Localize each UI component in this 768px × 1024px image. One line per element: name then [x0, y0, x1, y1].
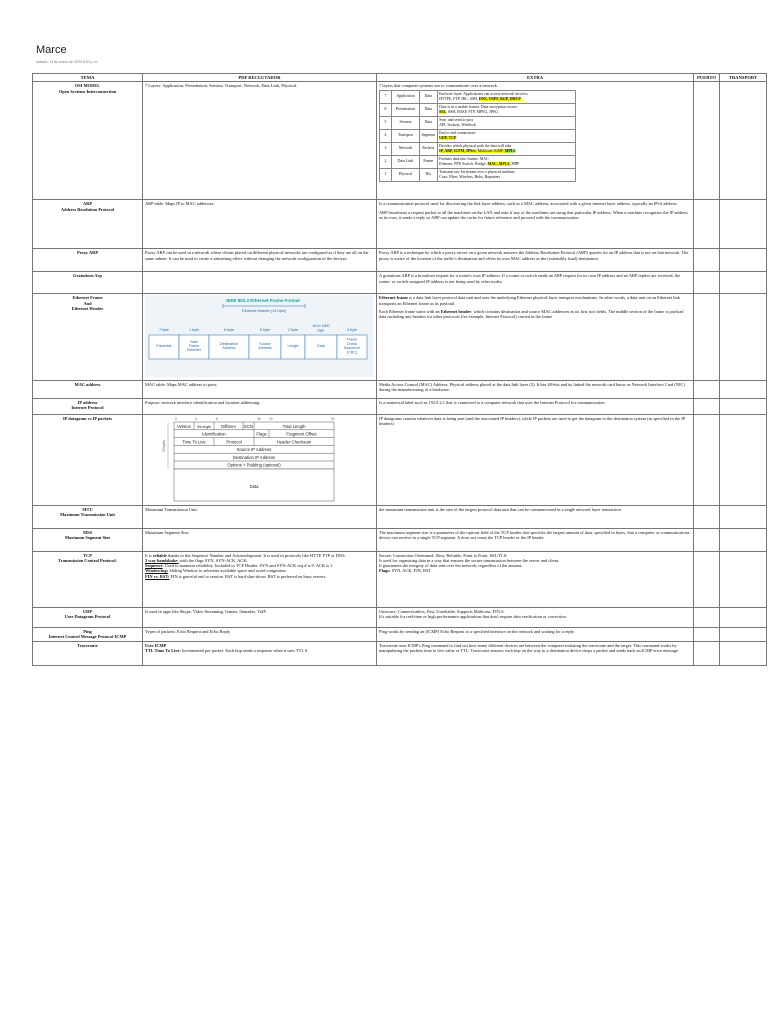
extra-cell: Ping works by sending an (ICMP) Echo Request to a specified interface on the network and waiting for a reply. — [377, 627, 694, 641]
extra-cell: A gratuitous ARP is a broadcast request for a router's own IP address. If a router or switch sends an ARP request for its own IP address and no ARP replies are received, the router- or switch-assigned IP address is not being used by other nodes. — [377, 272, 694, 294]
col-header-transport: TRANSPORT — [720, 74, 767, 82]
layer-number: 5 — [380, 116, 392, 129]
layer-protocols: , Multicast IGMP, — [475, 148, 505, 153]
side-label: 20 bytes — [162, 439, 166, 452]
notes-table — [32, 73, 767, 666]
pdf-text: with the flags SYN, SYN-ACK, ACK. — [178, 557, 248, 563]
tema-cell — [33, 607, 143, 627]
tema-cell: Proxy ARP — [33, 249, 143, 272]
extra-line: Secure, Connection Oriemmed, Slow, Reliable, Point to Point, SSL/TLS. — [379, 552, 508, 558]
tema-cell: IP datagram vs IP packets — [33, 414, 143, 505]
puerto-cell — [694, 607, 720, 627]
osi-layer-row — [380, 155, 576, 168]
pdf-text: It is — [145, 552, 153, 558]
layer-unit: Data — [420, 103, 438, 116]
frame-field-label: Destination Address — [220, 342, 238, 351]
extra-line: It's suitable for real-time or high performance applications that don't require data verification or correction. — [379, 613, 567, 619]
transport-cell — [720, 551, 767, 607]
tema-subtitle: Internet Control Message Protocol ICMP — [48, 633, 127, 639]
bit-label: 4 — [195, 416, 197, 421]
tema-title: IP address — [77, 399, 98, 405]
field-size-label: 46 to 1500 byte — [312, 324, 330, 333]
ethernet-frame-diagram — [145, 295, 373, 377]
layer-name: Session — [392, 116, 420, 129]
pdf-text: thanks to the Sequence Number and Acknowlegment. It is used in protocols like HTTP, FTP or DNS. — [166, 552, 346, 558]
layer-description: Decides which physical path the data will take — [439, 144, 512, 148]
tema-subtitle: User Datagram Protocol — [64, 613, 111, 619]
tema-title: OSI MODEL — [74, 83, 101, 89]
extra-bold: Ethernet frame — [379, 295, 408, 301]
col-header-pdf: PDF RECLUTADOR — [143, 74, 377, 82]
field-size-label: 7 byte — [159, 328, 169, 333]
osi-layer-row — [380, 103, 576, 116]
layer-protocols: , SSH, IMAP, FTP, MPEG, JPEG — [446, 109, 499, 114]
tema-title: UDP — [82, 608, 93, 614]
extra-line: Unsecure, Connectionless, Fast, Unreliable, Supports Multicast, DTLS. — [379, 608, 505, 614]
puerto-cell — [694, 82, 720, 200]
extra-line: Is used for organizing data in a way that ensures the secure transmission between the server and client. — [379, 557, 560, 563]
pdf-line — [145, 574, 374, 579]
layer-protocols: Coax, Fiber, Wireless, Hubs, Repeaters — [439, 174, 501, 179]
frame-field-label: Frame Check Sequence (CRC) — [343, 337, 361, 355]
diagram-title: IEEE 802.3 Ethernet Frame Format — [226, 298, 300, 304]
table-row — [33, 627, 767, 641]
diagram-header-label: Ethernet Header (14 byte) — [242, 309, 286, 314]
field-size-label: 1 byte — [189, 328, 199, 333]
layer-unit: Data — [420, 90, 438, 103]
layer-number: 1 — [380, 168, 392, 181]
layer-description: End to end connections — [439, 131, 476, 135]
field-label: Options + Padding (optional) — [227, 462, 281, 468]
field-label: IHLength — [196, 424, 212, 429]
extra-cell: IP datagrams contain whatever data is being sent (and the associated IP headers), while IP packets are used to get the datagram to the destination system (as specified in the IP headers) — [377, 414, 694, 505]
layer-name: Physical — [392, 168, 420, 181]
layer-unit: Frame — [420, 155, 438, 168]
extra-cell — [377, 82, 694, 200]
extra-line — [379, 568, 691, 573]
layer-name: Transport — [392, 129, 420, 142]
layer-description: Formats data into frames. MAC — [439, 157, 489, 161]
table-row — [33, 414, 767, 505]
field-label: Data — [249, 483, 259, 489]
frame-field-label: Length — [287, 344, 299, 349]
layer-protocols-highlight: SSL — [439, 109, 447, 114]
field-label: Source IP Address — [236, 446, 272, 452]
osi-layer-row — [380, 90, 576, 103]
col-header-tema: TEMA — [33, 74, 143, 82]
field-label: Total Length — [282, 423, 306, 429]
bit-label: 31 — [331, 416, 335, 421]
transport-cell — [720, 414, 767, 505]
tema-cell: Traceroute — [33, 641, 143, 665]
extra-paragraph — [379, 309, 691, 320]
ip-header-diagram — [145, 416, 373, 502]
pdf-cell: Proxy ARP can be used in a network where clients placed on different physical networks are configured as if they are all on the same subnet. It can be used to create a subnetting effect without changing the network configuration of the devices. — [143, 249, 377, 272]
layer-number: 2 — [380, 155, 392, 168]
extra-text: Each Ethernet frame starts with an — [379, 308, 441, 314]
tema-title: TCP — [83, 552, 92, 558]
table-row — [33, 528, 767, 551]
field-label: Identification — [202, 431, 226, 437]
pdf-cell — [143, 414, 377, 505]
extra-cell: the maximum transmission unit is the size of the largest protocol data unit that can be communicated in a single network layer transaction — [377, 505, 694, 528]
layer-desc — [437, 90, 575, 103]
tema-cell: MAC address — [33, 380, 143, 398]
table-row — [33, 380, 767, 398]
pdf-cell: Purpose: network interface identification and location addressing. — [143, 398, 377, 414]
osi-layer-row — [380, 129, 576, 142]
pdf-text: Incremented per packet. Each hop sends a response when it uses TTL 0. — [180, 647, 309, 653]
puerto-cell — [694, 200, 720, 249]
page-date: sábado, 14 de enero de 2023 8:30 p. m. — [36, 60, 99, 64]
pdf-cell: MAC table: Maps MAC address to ports. — [143, 380, 377, 398]
layer-unit: Segment — [420, 129, 438, 142]
layer-protocols: Ethernet, PPP, Switch, Bridge, — [439, 161, 488, 166]
tema-cell — [33, 200, 143, 249]
field-label: Flags — [256, 431, 267, 437]
layer-description: End user layer. Applications can access network services. — [439, 92, 529, 96]
pdf-cell: Is used in apps like Skype, Video-Streaming, Games, llamadas, VoIP. — [143, 607, 377, 627]
layer-name: Application — [392, 90, 420, 103]
layer-protocols-highlight: UDP, TCP — [439, 135, 457, 140]
pdf-text: Sliding Window to advertise available space and avoid congestion. — [168, 568, 287, 574]
transport-cell — [720, 641, 767, 665]
table-row — [33, 249, 767, 272]
layer-desc — [437, 155, 575, 168]
field-label: Header Checksum — [276, 438, 312, 444]
pdf-cell: Maximum Segment Size. — [143, 528, 377, 551]
puerto-cell — [694, 249, 720, 272]
pdf-cell — [143, 272, 377, 294]
transport-cell — [720, 380, 767, 398]
transport-cell — [720, 528, 767, 551]
extra-line: It guarantees the integrity of data sent over the network, regardless of the amount. — [379, 563, 523, 569]
col-header-extra: EXTRA — [377, 74, 694, 82]
tema-cell — [33, 528, 143, 551]
layer-description: Sync and send to port — [439, 118, 473, 122]
pdf-bold: Uses ICMP — [145, 642, 167, 648]
tema-cell — [33, 294, 143, 380]
tema-subtitle: Open Systems Interconnection — [58, 88, 117, 94]
frame-field-label: Data — [317, 344, 325, 349]
osi-layer-row — [380, 168, 576, 181]
table-row — [33, 82, 767, 200]
pdf-bold: reliable — [152, 552, 167, 558]
extra-text: SYN, ACK, FIN, RST — [390, 568, 432, 574]
layer-protocols-highlight: MAC, MPLS — [487, 161, 510, 166]
bit-label: 8 — [216, 416, 218, 421]
table-row — [33, 551, 767, 607]
field-label: Time To Live — [182, 438, 206, 444]
layer-unit: Packets — [420, 142, 438, 155]
field-size-label: 6 byte — [260, 328, 270, 333]
tema-subtitle: And — [83, 300, 92, 306]
tema-subtitle: Transmission Control Protocol. — [58, 557, 117, 563]
transport-cell — [720, 294, 767, 380]
pdf-cell — [143, 641, 377, 665]
pdf-bold: TTL Time To Live: — [145, 647, 181, 653]
layer-number: 6 — [380, 103, 392, 116]
table-row — [33, 200, 767, 249]
puerto-cell — [694, 505, 720, 528]
tema-cell — [33, 627, 143, 641]
extra-cell: The maximum segment size is a parameter of the options field of the TCP header that specifies the largest amount of data, specified in bytes, that a computer or communications device can receive in a single TCP segment. It does not count the TCP header or the IP header — [377, 528, 694, 551]
osi-layer-row — [380, 116, 576, 129]
layer-number: 7 — [380, 90, 392, 103]
extra-cell — [377, 551, 694, 607]
puerto-cell — [694, 641, 720, 665]
layer-description: Data is in a usable format. Data encryption occure — [439, 105, 518, 109]
transport-cell — [720, 82, 767, 200]
extra-paragraph: ARP broadcasts a request packet to all the machines on the LAN and asks if any of the machines are using that particular IP address. When a machine recognizes the IP address as its own, it sends a reply so ARP can update the cache for future reference and proceed with the communication. — [379, 209, 688, 220]
field-label: ECN — [244, 423, 253, 429]
extra-bold: Ethernet header — [440, 308, 472, 314]
layer-number: 4 — [380, 129, 392, 142]
table-row — [33, 641, 767, 665]
puerto-cell — [694, 528, 720, 551]
layer-protocols: HTTPE, FTP, IRC, SSH, — [439, 96, 479, 101]
puerto-cell — [694, 294, 720, 380]
field-label: DiffServ — [221, 423, 236, 429]
pdf-text: : Used to maintain reliability. Included to TCP Header. SYN and SYN-ACK seq # is 0. ACK is 1. — [162, 563, 334, 569]
extra-cell — [377, 607, 694, 627]
table-row — [33, 398, 767, 414]
pdf-cell: 7 Layers: Application, Presentation, Session, Transport, Network, Data Link, Physical. — [143, 82, 377, 200]
transport-cell — [720, 627, 767, 641]
extra-text: , which contains destination and source MAC addresses as its first two fields. The middle section of the frame is payload data including any headers for other protocols (for example, Internet Protocol) carried in the frame — [379, 308, 684, 320]
diagram-fields — [149, 335, 367, 359]
header-row — [33, 74, 767, 82]
table-row — [33, 607, 767, 627]
osi-intro: 7 layers that computer systems use to communicate over a network. — [379, 83, 498, 89]
extra-cell: Traceroute uses ICMP's Ping command to find out how many different devices are between the computer initiating the traceroute and the target. This command works by manipulating the packets time to live value or TTL. Traceroute ensures each hop on the way to a destination device drops a packet and sends back an ICMP error message. — [377, 641, 694, 665]
tema-title: Ping — [83, 628, 92, 634]
table-row — [33, 272, 767, 294]
bit-label: 0 — [175, 416, 177, 421]
pdf-cell — [143, 294, 377, 380]
tema-title: MTU — [82, 506, 93, 512]
extra-text: is a data link layer protocol data unit and uses the underlying Ethernet physical layer transport mechanisms. In other words, a data unit on an Ethernet link transports an Ethernet frame as its payload. — [379, 295, 680, 306]
layer-name: Presentation — [392, 103, 420, 116]
field-size-label: 6 byte — [224, 328, 234, 333]
layer-desc — [437, 116, 575, 129]
bit-label: 16 — [257, 416, 261, 421]
field-label: Fragment Offset — [286, 431, 317, 437]
layer-protocols-highlight: IP, ARP, ICPM, IPSec — [439, 148, 476, 153]
page-title: Marce — [36, 44, 67, 56]
extra-cell — [377, 200, 694, 249]
osi-layers-table — [379, 90, 576, 182]
layer-protocols-end: , STP — [509, 161, 519, 166]
transport-cell — [720, 398, 767, 414]
extra-cell: Media Access Control (MAC) Address: Physical address placed at the data link layer (2). It has 48-bits and its linked the network card know as Network Interface Card (NIC) during the manufacturing of a hardware. — [377, 380, 694, 398]
layer-unit: Bit — [420, 168, 438, 181]
layer-protocols-highlight-green: MPLS — [504, 148, 516, 153]
pdf-text: FIN is graceful end to session. RST is hard shut-down. RST is preferred on busy servers. — [169, 573, 327, 579]
frame-field-label: Source Address — [258, 342, 272, 351]
pdf-bold: Sequence — [145, 563, 163, 569]
transport-cell — [720, 505, 767, 528]
tema-cell — [33, 551, 143, 607]
tema-title: ARP — [82, 201, 93, 207]
osi-layer-row — [380, 142, 576, 155]
table-row — [33, 505, 767, 528]
layer-protocols-highlight: DNS, OSPF, BGP, DHCP — [478, 96, 521, 101]
field-label: Version — [177, 423, 191, 429]
field-size-label: 4 byte — [347, 328, 357, 333]
table-row — [33, 294, 767, 380]
pdf-bold: Windowing: — [145, 568, 169, 574]
layer-desc — [437, 129, 575, 142]
layer-description: Transmit raw bit stream over a physical medium — [439, 170, 515, 174]
extra-cell — [377, 294, 694, 380]
pdf-cell: Types of packets: Echo Request and Echo Reply — [143, 627, 377, 641]
extra-bold: Flags: — [379, 568, 391, 574]
transport-cell — [720, 607, 767, 627]
pdf-bold: FIN vs. RST: — [145, 573, 170, 579]
layer-desc — [437, 168, 575, 181]
pdf-cell: ARP table: Maps IP to MAC addresses. — [143, 200, 377, 249]
layer-number: 3 — [380, 142, 392, 155]
transport-cell — [720, 272, 767, 294]
layer-desc — [437, 103, 575, 116]
bit-label: 19 — [269, 416, 273, 421]
tema-cell — [33, 82, 143, 200]
puerto-cell — [694, 398, 720, 414]
puerto-cell — [694, 272, 720, 294]
puerto-cell — [694, 551, 720, 607]
bit-labels — [175, 417, 335, 421]
frame-field-label: Start Frame Delimiter — [186, 340, 202, 353]
extra-cell: Is a numerical label such as 192.0.2.1 that is connected to a computer network that uses the Internet Protocol for communication. — [377, 398, 694, 414]
pdf-cell — [143, 551, 377, 607]
transport-cell — [720, 249, 767, 272]
tema-cell — [33, 505, 143, 528]
transport-cell — [720, 200, 767, 249]
frame-field-label: Preamble — [156, 344, 172, 349]
extra-paragraph: Is a communication protocol used for discovering the link layer address, such as a MAC address, associated with a given internet layer address, typically an IPv4 address. — [379, 201, 678, 207]
layer-name: Data Link — [392, 155, 420, 168]
extra-cell: Proxy ARP is a technique by which a proxy server on a given network answers the Address Resolution Protocol (ARP) queries for an IP address that is not on that network. The proxy is aware of the location of the traffic's destination and offers its own MAC address as the (ostensibly final) destination. — [377, 249, 694, 272]
tema-cell — [33, 398, 143, 414]
field-label: Protocol — [226, 438, 242, 444]
tema-subtitle: Ethernet Header — [71, 305, 104, 311]
puerto-cell — [694, 627, 720, 641]
tema-subtitle: Maximum Segment Size — [64, 534, 111, 540]
puerto-cell — [694, 380, 720, 398]
layer-unit: Data — [420, 116, 438, 129]
tema-title: MSS — [82, 529, 93, 535]
puerto-cell — [694, 414, 720, 505]
field-label: Destination IP Address — [232, 454, 276, 460]
tema-subtitle: Internet Protocol — [71, 404, 104, 410]
pdf-cell: Maximum Transmission Unit. — [143, 505, 377, 528]
extra-paragraph — [379, 295, 691, 306]
col-header-puerto: PUERTO — [694, 74, 720, 82]
layer-name: Network — [392, 142, 420, 155]
tema-cell: Gratuitous Arp — [33, 272, 143, 294]
tema-subtitle: Address Resolution Protocol — [60, 206, 115, 212]
pdf-line — [145, 648, 374, 653]
field-size-label: 2 byte — [288, 328, 298, 333]
layer-protocols: API, Sockets, WinSock — [439, 122, 476, 127]
tema-title: Ethernet Frame — [72, 295, 103, 301]
layer-desc — [437, 142, 575, 155]
tema-subtitle: Maximum Transmission Unit — [60, 511, 115, 517]
pdf-bold: 3 way handshake: — [145, 557, 179, 563]
